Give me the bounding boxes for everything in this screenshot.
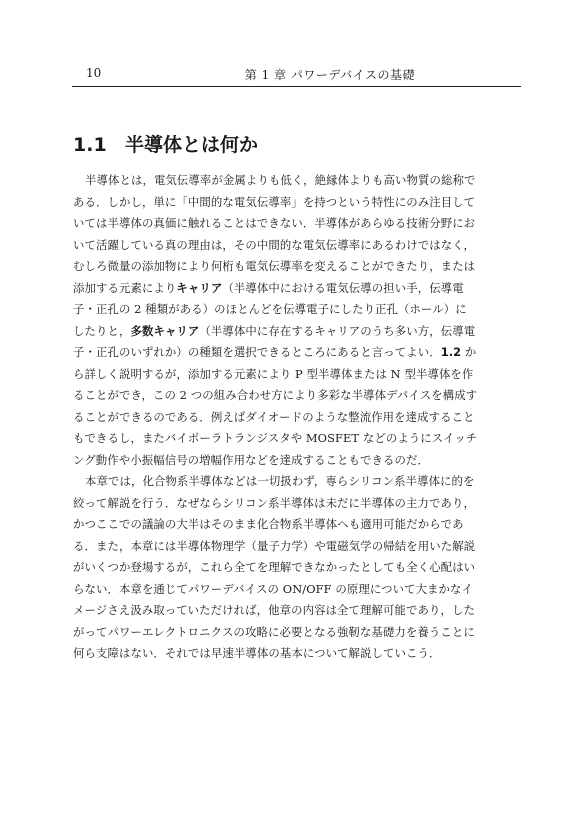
text-run: したりと，: [73, 323, 131, 338]
text-line: [73, 407, 522, 429]
text-run: 添加する元素により: [73, 280, 177, 295]
text-run: もできるし，またバイポーラトランジスタや MOSFET などのようにスイッチ: [73, 431, 478, 445]
text-line: [73, 342, 522, 364]
chapter-title: 第 1 章 パワーデバイスの基礎: [244, 68, 415, 82]
text-run: か: [461, 345, 477, 359]
text-run: ることができるのである．例えばダイオードのような整流作用を達成すること: [73, 409, 475, 424]
text-line: [73, 364, 522, 386]
text-line: [73, 235, 522, 257]
text-run: むしろ微量の添加物により何桁も電気伝導率を変えることができたり，または: [73, 259, 476, 273]
text-run: がいくつか登場するが，これら全てを理解できなかったとしても全く心配はい: [73, 560, 476, 574]
text-run: 半導体とは，電気伝導率が金属よりも低く，絶縁体よりも高い物質の総称で: [85, 173, 476, 187]
text-line: [73, 622, 522, 644]
page-number: 10: [86, 66, 102, 80]
section-heading: [73, 130, 533, 157]
text-line: [73, 256, 522, 278]
bold-term: 多数キャリア: [130, 323, 200, 338]
text-run: 本章では，化合物系半導体などは一切扱わず，専らシリコン系半導体に的を: [85, 474, 475, 488]
text-run: 何ら支障はない．それでは早速半導体の基本について解説していこう．: [73, 646, 441, 660]
text-run: かつここでの議論の大半はそのまま化合物系半導体へも適用可能だからであ: [73, 517, 464, 531]
text-run: ング動作や小振幅信号の増幅作用などを達成することもできるのだ．: [73, 452, 429, 467]
text-line: [73, 514, 522, 536]
bold-term: 1.2: [440, 345, 462, 359]
text-run: る．また，本章には半導体物理学（量子力学）や電磁気学の帰結を用いた解説: [73, 538, 476, 553]
text-run: メージさえ汲み取っていただければ，他章の内容は全て理解可能であり，した: [73, 603, 475, 617]
text-line: [73, 643, 522, 665]
text-run: いて活躍している真の理由は，その中間的な電気伝導率にあるわけではなく，: [73, 237, 475, 252]
text-line: [73, 385, 522, 407]
text-line: [73, 471, 522, 493]
text-line: [73, 213, 522, 235]
section-number: 1.1: [73, 134, 107, 156]
bold-term: キャリア: [176, 280, 223, 295]
text-run: （半導体中における電気伝導の担い手，伝導電: [222, 280, 464, 295]
text-line: [73, 299, 522, 321]
text-run: ある．しかし，単に「中間的な電気伝導率」を持つという特性にのみ注目して: [73, 194, 476, 209]
section-title: 半導体とは何か: [125, 134, 259, 156]
text-run: 子・正孔のいずれか）の種類を選択できるところにあると言ってよい．: [73, 345, 441, 359]
text-line: [73, 536, 522, 558]
text-run: いては半導体の真価に触れることはできない．半導体があらゆる技術分野にお: [73, 216, 476, 230]
text-line: [73, 428, 522, 450]
text-line: [73, 321, 522, 343]
text-line: [73, 493, 522, 515]
text-run: ることができ，この 2 つの組み合わせ方により多彩な半導体デバイスを構成す: [73, 388, 478, 402]
text-line: [73, 450, 522, 472]
text-line: [73, 192, 522, 214]
body-text: [73, 170, 522, 665]
text-line: [73, 579, 522, 601]
text-line: [73, 278, 522, 300]
text-run: がってパワーエレクトロニクスの攻略に必要となる強靭な基礎力を養うことに: [73, 624, 475, 639]
text-run: ら詳しく説明するが，添加する元素により P 型半導体または N 型半導体を作: [73, 366, 474, 381]
text-line: [73, 600, 522, 622]
text-run: 子・正孔の 2 種類がある）のほとんどを伝導電子にしたり正孔（ホール）に: [73, 302, 467, 316]
text-line: [73, 170, 522, 192]
text-line: [73, 557, 522, 579]
text-run: （半導体中に存在するキャリアのうち多い方，伝導電: [199, 323, 476, 338]
running-header: [72, 66, 521, 87]
text-run: らない．本章を通じてパワーデバイスの ON/OFF の原理について大まかなイ: [73, 581, 474, 596]
text-run: 絞って解説を行う．なぜならシリコン系半導体は未だに半導体の主力であり，: [73, 495, 475, 510]
